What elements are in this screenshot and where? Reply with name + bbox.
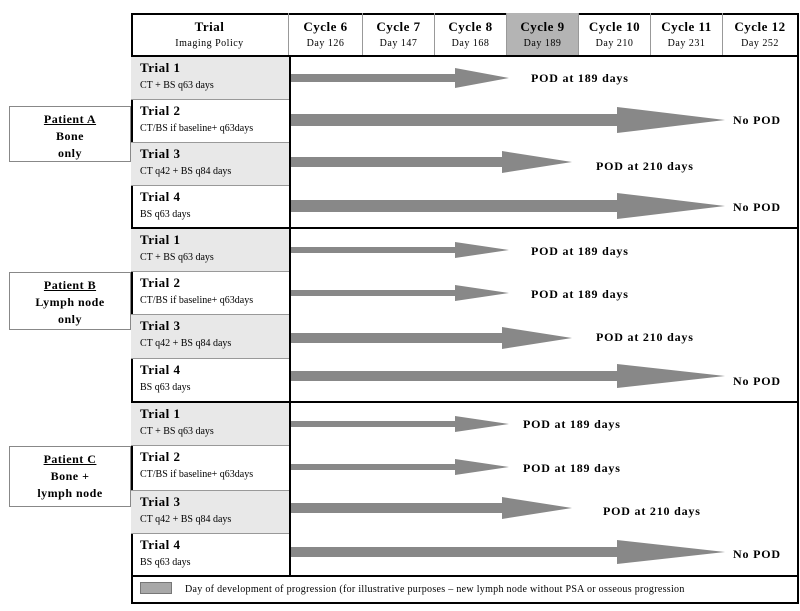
cycle-header-12: [723, 13, 797, 55]
progression-arrow: [291, 151, 576, 175]
trial-row-1: [131, 403, 289, 446]
trial-row-2: [131, 100, 289, 143]
progression-arrow: [291, 68, 511, 88]
trial-row-1: [131, 229, 289, 272]
patient-desc: Lymph node: [35, 295, 105, 309]
pod-label: No POD: [733, 547, 781, 561]
trial-name: Trial 3: [140, 494, 181, 509]
header-row: [131, 13, 799, 57]
cycle-header-11: [651, 13, 723, 55]
trial-row-3: [131, 143, 289, 186]
cycle-header-9: [507, 13, 579, 55]
progression-arrow: [291, 327, 576, 349]
legend-swatch: [140, 582, 172, 594]
cycle-day: Day 126: [306, 38, 345, 49]
trial-row-2: [131, 446, 289, 491]
cycle-label: Cycle 6: [303, 19, 348, 34]
pod-label: POD at 210 days: [596, 330, 694, 344]
pod-label: No POD: [733, 374, 781, 388]
trial-policy: BS q63 days: [140, 382, 191, 393]
patient-name: Patient B: [43, 278, 97, 292]
trial-name: Trial 1: [140, 60, 181, 75]
progression-arrow: [291, 364, 731, 388]
cycle-header-6: [289, 13, 363, 55]
trial-row-4: [131, 534, 289, 577]
trial-name: Trial 3: [140, 318, 181, 333]
progression-arrow: [291, 540, 731, 564]
cycle-header-8: [435, 13, 507, 55]
patient-name: Patient A: [43, 112, 97, 126]
trial-policy: CT + BS q63 days: [140, 80, 214, 91]
trial-policy: CT/BS if baseline+ q63days: [140, 469, 254, 480]
progression-arrow: [291, 497, 576, 519]
trial-policy: CT q42 + BS q84 days: [140, 338, 232, 349]
cycle-label: Cycle 7: [376, 19, 421, 34]
patient-c-group: [131, 403, 799, 577]
trial-policy: CT q42 + BS q84 days: [140, 514, 232, 525]
cycle-day: Day 189: [523, 38, 562, 49]
trial-policy: BS q63 days: [140, 209, 191, 220]
trial-header-title: Trial: [194, 19, 225, 34]
pod-label: POD at 210 days: [603, 504, 701, 518]
trial-policy: CT + BS q63 days: [140, 252, 214, 263]
progression-arrow: [291, 107, 731, 133]
pod-label: POD at 189 days: [531, 287, 629, 301]
pod-label: No POD: [733, 200, 781, 214]
progression-arrow: [291, 242, 511, 258]
trial-header-subtitle: Imaging Policy: [175, 38, 244, 49]
patient-b-label: [9, 272, 131, 330]
trial-name: Trial 2: [140, 449, 181, 464]
legend-text: Day of development of progression (for illustrative purposes – new lymph node without PSA or osseous progression: [185, 584, 685, 595]
pod-label: No POD: [733, 113, 781, 127]
trial-row-4: [131, 186, 289, 229]
pod-label: POD at 189 days: [523, 417, 621, 431]
trial-policy: CT + BS q63 days: [140, 426, 214, 437]
legend: [131, 577, 799, 604]
progression-arrow: [291, 193, 731, 219]
trial-name: Trial 4: [140, 189, 181, 204]
patient-desc: only: [57, 146, 82, 160]
cycle-label: Cycle 9: [520, 19, 565, 34]
patient-a-group: [131, 57, 799, 229]
cycle-label: Cycle 12: [734, 19, 786, 34]
patient-b-group: [131, 229, 799, 403]
trial-row-4: [131, 359, 289, 403]
cycle-label: Cycle 11: [661, 19, 712, 34]
cycle-day: Day 168: [451, 38, 490, 49]
patient-c-label: [9, 446, 131, 507]
trial-name: Trial 1: [140, 232, 181, 247]
trial-policy: BS q63 days: [140, 557, 191, 568]
pod-label: POD at 189 days: [523, 461, 621, 475]
patient-a-label: [9, 106, 131, 162]
pod-label: POD at 210 days: [596, 159, 694, 173]
patient-desc: only: [57, 312, 82, 326]
cycle-day: Day 210: [595, 38, 634, 49]
patient-desc: lymph node: [37, 486, 103, 500]
cycle-header-7: [363, 13, 435, 55]
patient-name: Patient C: [43, 452, 97, 466]
trial-name: Trial 4: [140, 537, 181, 552]
trial-row-3: [131, 491, 289, 534]
cycle-day: Day 147: [379, 38, 418, 49]
pod-label: POD at 189 days: [531, 71, 629, 85]
trial-policy: CT/BS if baseline+ q63days: [140, 123, 254, 134]
cycle-label: Cycle 10: [588, 19, 641, 34]
patient-desc: Bone: [55, 129, 84, 143]
progression-arrow: [291, 285, 511, 301]
trial-name: Trial 2: [140, 103, 181, 118]
progression-arrow: [291, 459, 511, 475]
trial-name: Trial 2: [140, 275, 181, 290]
cycle-header-10: [579, 13, 651, 55]
trial-header: [131, 13, 289, 55]
trial-policy: CT/BS if baseline+ q63days: [140, 295, 254, 306]
trial-name: Trial 1: [140, 406, 181, 421]
trial-row-2: [131, 272, 289, 315]
trial-policy: CT q42 + BS q84 days: [140, 166, 232, 177]
trial-name: Trial 3: [140, 146, 181, 161]
cycle-label: Cycle 8: [448, 19, 493, 34]
pod-label: POD at 189 days: [531, 244, 629, 258]
progression-arrow: [291, 416, 511, 432]
cycle-day: Day 252: [741, 38, 779, 49]
cycle-day: Day 231: [667, 38, 706, 49]
trial-row-1: [131, 57, 289, 100]
trial-name: Trial 4: [140, 362, 181, 377]
patient-desc: Bone +: [50, 469, 90, 483]
trial-row-3: [131, 315, 289, 359]
